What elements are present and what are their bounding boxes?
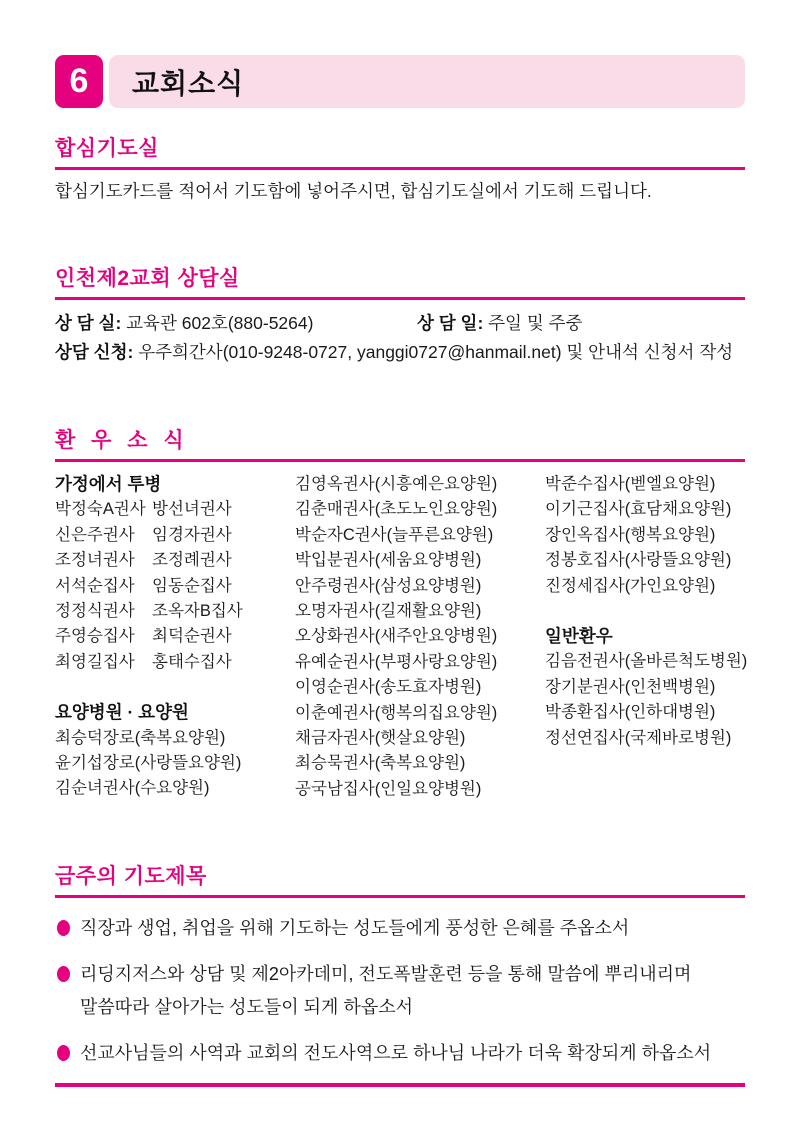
prayer-topic-item <box>55 912 745 945</box>
patient-name: 주영승집사 <box>55 627 135 646</box>
patient-name: 김음전권사(올바른척도병원) <box>545 652 748 671</box>
section-counseling <box>55 266 745 367</box>
counseling-day-value: 주일 및 주중 <box>488 313 583 333</box>
patient-name: 안주령권사(삼성요양병원) <box>295 576 482 595</box>
patient-name: 장기분권사(인천백병원) <box>545 677 716 696</box>
patient-name: 박정숙A권사 <box>55 500 146 519</box>
patient-name: 정정식권사 <box>55 602 135 621</box>
prayer-topic-text <box>80 1037 711 1070</box>
counseling-day-line <box>417 309 582 338</box>
patient-name: 장인옥집사(행복요양원) <box>545 525 716 544</box>
page-number: 6 <box>69 62 89 100</box>
patient-pair-row <box>55 523 295 548</box>
patient-pair-row <box>55 497 295 522</box>
patient-name: 이기근집사(효담채요양원) <box>545 500 732 519</box>
group-heading-general: 일반환우 <box>545 626 613 647</box>
patient-name: 박입분권사(세움요양병원) <box>295 551 482 570</box>
patient-name: 신은주권사 <box>55 525 135 544</box>
bottom-divider <box>55 1083 745 1087</box>
patients-column-general <box>545 472 747 802</box>
group-heading-nursing: 요양병원 · 요양원 <box>55 702 189 723</box>
patient-name: 김춘매권사(초도노인요양원) <box>295 500 498 519</box>
patient-pair-row <box>55 650 295 675</box>
prayer-topic-text <box>80 912 629 945</box>
bullet-dot-icon <box>57 920 70 936</box>
prayer-topic-line: 말씀따라 살아가는 성도들이 되게 하옵소서 <box>80 997 413 1018</box>
page-header <box>55 55 745 108</box>
counseling-apply-line <box>55 338 745 367</box>
prayer-topic-item <box>55 1037 745 1070</box>
counseling-room-value: 교육관 602호(880-5264) <box>126 313 314 333</box>
section-patients <box>55 428 748 802</box>
patient-name: 오명자권사(길재활요양원) <box>295 602 482 621</box>
patient-name: 김순녀권사(수요양원) <box>55 779 210 798</box>
patient-name: 진정세집사(가인요양원) <box>545 576 716 595</box>
patient-name: 정선연집사(국제바로병원) <box>545 728 732 747</box>
patient-name: 조옥자B집사 <box>152 602 243 621</box>
patient-name: 최영길집사 <box>55 652 135 671</box>
prayer-topic-line: 선교사님들의 사역과 교회의 전도사역으로 하나님 나라가 더욱 확장되게 하옵소서 <box>80 1043 712 1064</box>
patient-name: 최승덕장로(축복요양원) <box>55 728 226 747</box>
patient-name: 채금자권사(햇살요양원) <box>295 729 466 748</box>
group-gap <box>55 675 295 700</box>
patient-name: 박순자C권사(늘푸른요양원) <box>295 525 494 544</box>
patient-name: 정봉호집사(사랑뜰요양원) <box>545 551 732 570</box>
patient-name: 이춘예권사(행복의집요양원) <box>295 703 498 722</box>
patient-name: 방선녀권사 <box>152 500 232 519</box>
patient-name: 최덕순권사 <box>152 627 232 646</box>
prayer-room-text: 합심기도카드를 적어서 기도함에 넣어주시면, 합심기도실에서 기도해 드립니다. <box>55 181 652 201</box>
page-title-banner <box>109 55 745 108</box>
section-prayer-room <box>55 136 745 203</box>
prayer-topics-list <box>55 912 745 1070</box>
patient-name: 임경자권사 <box>152 525 232 544</box>
patient-pair-row <box>55 548 295 573</box>
patient-name: 조정녀권사 <box>55 551 135 570</box>
bullet-dot-icon <box>57 1045 70 1061</box>
bullet-dot-icon <box>57 966 70 982</box>
patient-name: 최승묵권사(축복요양원) <box>295 754 466 773</box>
counseling-apply-value: 우주희간사(010-9248-0727, yanggi0727@hanmail.net) 및 안내석 신청서 작성 <box>138 342 734 362</box>
patients-column-home <box>55 472 295 802</box>
counseling-details <box>55 309 745 367</box>
patient-name: 홍태수집사 <box>152 652 232 671</box>
prayer-topic-line: 직장과 생업, 취업을 위해 기도하는 성도들에게 풍성한 은혜를 주옵소서 <box>80 918 630 939</box>
patient-name: 김영옥권사(시흥예은요양원) <box>295 475 498 493</box>
patient-name: 박종환집사(인하대병원) <box>545 703 716 722</box>
patient-pair-row <box>55 599 295 624</box>
section-prayer-topics <box>55 864 745 1070</box>
patient-name: 오상화권사(새주안요양병원) <box>295 627 498 646</box>
patients-columns <box>55 472 748 802</box>
patient-name: 유예순권사(부평사랑요양원) <box>295 652 498 671</box>
patient-pair-row <box>55 574 295 599</box>
patient-name: 임동순집사 <box>152 576 232 595</box>
prayer-topics-title: 금주의 기도제목 <box>55 864 745 898</box>
patients-title: 환 우 소 식 <box>55 428 745 462</box>
prayer-topic-text <box>80 958 691 1024</box>
counseling-day-label: 상 담 일: <box>417 313 484 333</box>
counseling-title: 인천제2교회 상담실 <box>55 266 745 300</box>
patient-name: 이영순권사(송도효자병원) <box>295 678 482 697</box>
group-gap <box>545 599 747 624</box>
counseling-room-line <box>55 309 745 338</box>
prayer-room-title: 합심기도실 <box>55 136 745 170</box>
patient-name: 조정례권사 <box>152 551 232 570</box>
page-title: 교회소식 <box>132 68 245 100</box>
patient-name: 박준수집사(벧엘요양원) <box>545 475 716 493</box>
prayer-topic-line: 리딩지저스와 상담 및 제2아카데미, 전도폭발훈련 등을 통해 말씀에 뿌리내리며 <box>80 964 692 985</box>
counseling-apply-label: 상담 신청: <box>55 342 134 362</box>
page-number-box <box>55 55 103 108</box>
group-heading-home: 가정에서 투병 <box>55 474 162 494</box>
patient-pair-row <box>55 624 295 649</box>
prayer-topic-item <box>55 958 745 1024</box>
patient-name: 공국남집사(인일요양병원) <box>295 779 482 798</box>
patient-name: 서석순집사 <box>55 576 135 595</box>
patients-column-nursing <box>295 472 545 802</box>
patient-name: 윤기섭장로(사랑뜰요양원) <box>55 754 242 773</box>
counseling-room-label: 상 담 실: <box>55 313 122 333</box>
